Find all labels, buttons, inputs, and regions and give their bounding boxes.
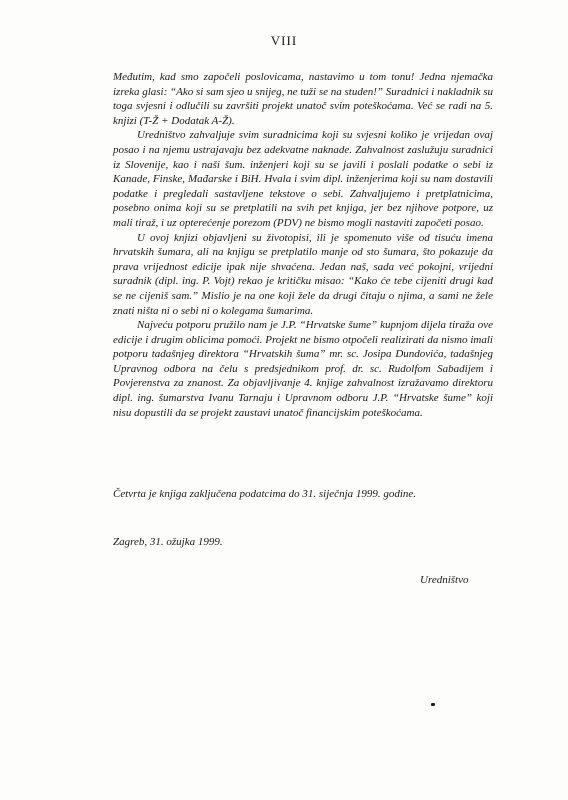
- paragraph-1: Međutim, kad smo započeli poslovicama, nastavimo u tom tonu! Jedna njemačka izreka glasi: “Ako si sam sjeo u snijeg, ne tuži se na studen!” Suradnici i nakladnik su toga svjesni i odlučili su završiti projekt unatoč svim poteškoćama. Već se radi na 5. knjizi (T-Ž + Dodatak A-Ž).: [113, 71, 493, 127]
- paragraph-4: Najveću potporu pružilo nam je J.P. “Hrvatske šume” kupnjom dijela tiraža ove edicije i drugim oblicima pomoći. Projekt ne bismo otpočeli realizirati da nismo imali potporu tadašnjeg direktora “Hrvatskih šuma” mr. sc. Josipa Dundovića, tadašnjeg Upravnog odbora na čelu s predsjednikom prof. dr. sc. Rudolfom Sabadijem i Povjerenstva za znanost. Za objavljivanje 4. knjige zahvalnost izražavamo direktoru dipl. ing. šumarstva Ivanu Tarnaju i Upravnom odboru J.P. “Hrvatske šume” koji nisu dopustili da se projekt zaustavi unatoč financijskim poteškoćama.: [113, 319, 493, 419]
- signature: Uredništvo: [420, 574, 469, 586]
- place-date: Zagreb, 31. ožujka 1999.: [113, 536, 223, 548]
- paragraph-3: U ovoj knjizi objavljeni su životopisi, ili je spomenuto više od tisuću imena hrvatskih šumara, ali na knjigu se pretplatilo manje od sto šumara, što pokazuje da prava vrijednost edicije ipak nije shvaćena. Jedan naš, sada već pokojni, vrijedni suradnik (dipl. ing. P. Vojt) rekao je kritičku misao: “Kako će tebe cijeniti drugi kad se ne cijeniš sam.” Mislio je na one koji žele da drugi čitaju o njima, a sami ne žele znati ništa ni o sebi ni o kolegama šumarima.: [113, 231, 493, 317]
- preface-body: [113, 70, 493, 420]
- ink-speck: [431, 703, 435, 706]
- paragraph-2: Uredništvo zahvaljuje svim suradnicima koji su svjesni koliko je vrijedan ovaj posao i na njemu ustrajavaju bez adekvatne naknade. Zahvalnost zaslužuju suradnici iz Slovenije, kao i naši šum. inženjeri koji su se javili i poslali podatke o sebi iz Kanade, Finske, Mađarske i BiH. Hvala i svim dipl. inženjerima koji su nam dostavili podatke i pregledali sastavljene tekstove o sebi. Zahvaljujemo i pretplatnicima, posebno onima koji su se pretplatili na svih pet knjiga, jer bez njihove potpore, uz mali tiraž, i uz opterećenje porezom (PDV) ne bismo mogli nastaviti započeti posao.: [113, 129, 493, 229]
- conclusion-line: Četvrta je knjiga zaključena podatcima do 31. siječnja 1999. godine.: [113, 488, 417, 500]
- page-number: VIII: [270, 33, 298, 48]
